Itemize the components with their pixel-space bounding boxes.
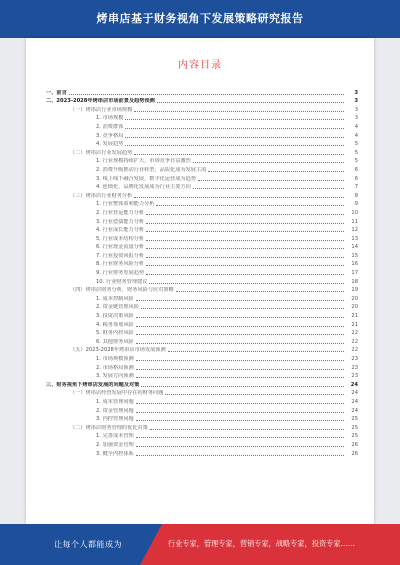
toc-entry[interactable] [46, 199, 358, 208]
toc-entry-text: 4. 发展趋势 [96, 141, 124, 148]
toc-leader-dots [149, 282, 344, 284]
toc-page-number: 20 [351, 304, 358, 311]
toc-entry[interactable] [46, 310, 358, 319]
toc-entry[interactable] [46, 164, 358, 173]
toc-entry[interactable] [46, 139, 358, 148]
toc-entry[interactable] [46, 96, 358, 105]
toc-entry[interactable] [46, 182, 358, 191]
toc-entry[interactable] [46, 276, 358, 285]
toc-leader-dots [136, 325, 344, 327]
toc-entry[interactable] [46, 439, 358, 448]
toc-entry-text: 2. 市场格局预测 [96, 364, 134, 371]
toc-page-number: 26 [351, 441, 358, 448]
toc-entry-text: 8. 行业财务风险分析 [96, 261, 145, 268]
toc-page-number: 22 [351, 347, 358, 354]
toc-entry-text: 2. 行业营运能力分析 [96, 209, 145, 216]
toc-entry-text: 1. 成本控制风险 [96, 295, 134, 302]
toc-page-number: 5 [354, 158, 358, 165]
toc-entry-text: 三、财务视角下烤串店发展的问题及对策 [46, 381, 140, 388]
toc-page-number: 24 [351, 398, 358, 405]
toc-entry-text: 7. 行业投资回报分析 [96, 252, 145, 259]
toc-page-number: 6 [354, 166, 358, 173]
toc-leader-dots [146, 247, 344, 249]
toc-entry-text: 6. 行业现金流量分析 [96, 244, 145, 251]
toc-leader-dots [150, 428, 344, 430]
toc-entry-text: 1. 行业规模持续扩大，市场竞争日益激烈 [96, 158, 191, 165]
toc-entry[interactable] [46, 285, 358, 294]
toc-entry[interactable] [46, 104, 358, 113]
toc-leader-dots [136, 359, 344, 361]
toc-leader-dots [136, 436, 344, 438]
toc-entry[interactable] [46, 422, 358, 431]
toc-entry[interactable] [46, 388, 358, 397]
toc-leader-dots [136, 342, 344, 344]
document-page [26, 38, 374, 524]
toc-leader-dots [136, 402, 344, 404]
toc-leader-dots [134, 153, 344, 155]
toc-entry[interactable] [46, 225, 358, 234]
toc-entry[interactable] [46, 121, 358, 130]
toc-entry-text: 3. 线上线下融合发展，数字化运营成为趋势 [96, 175, 196, 182]
toc-leader-dots [141, 307, 344, 309]
toc-page-number: 17 [351, 270, 358, 277]
toc-leader-dots [208, 170, 344, 172]
toc-entry[interactable] [46, 345, 358, 354]
footer-tagline: 行业专家，管理专家，营销专家，战略专家，投资专家…… [168, 539, 355, 548]
toc-entry-text: 3. 健全内控体系 [96, 450, 134, 457]
toc-leader-dots [141, 385, 344, 387]
toc-leader-dots [134, 196, 344, 198]
toc-entry-text: （二）烤串店财务管理的优化对策 [70, 424, 148, 431]
toc-entry-text: 1. 成本管理问题 [96, 398, 134, 405]
toc-entry[interactable] [46, 259, 358, 268]
toc-page-number: 24 [351, 390, 358, 397]
toc-leader-dots [168, 350, 344, 352]
toc-entry-text: 3. 行业偿债能力分析 [96, 218, 145, 225]
toc-leader-dots [136, 445, 344, 447]
toc-entry-text: 2. 消费群体 [96, 123, 124, 130]
toc-entry-text: 3. 内控管理问题 [96, 416, 134, 423]
toc-page-number: 25 [351, 433, 358, 440]
toc-entry-text: 1. 完善成本管理 [96, 433, 134, 440]
toc-entry-text: （二）烤串店行业发展趋势 [70, 149, 133, 156]
toc-leader-dots [125, 118, 344, 120]
toc-entry-text: 2. 资金管理问题 [96, 407, 134, 414]
toc-entry-text: （三）烤串店行业财务分析 [70, 192, 133, 199]
toc-leader-dots [136, 333, 344, 335]
toc-page-number: 21 [351, 321, 358, 328]
toc-page-number: 14 [351, 244, 358, 251]
toc-entry[interactable] [46, 396, 358, 405]
toc-page-number: 24 [351, 407, 358, 414]
toc-page-number: 4 [354, 132, 358, 139]
toc-leader-dots [198, 179, 344, 181]
toc-entry[interactable] [46, 414, 358, 423]
toc-entry-text: 3. 投资决策风险 [96, 313, 134, 320]
header-banner [0, 0, 400, 38]
toc-page-number: 22 [351, 338, 358, 345]
toc-page-number: 5 [354, 149, 358, 156]
toc-entry[interactable] [46, 207, 358, 216]
toc-entry[interactable] [46, 130, 358, 139]
toc-page-number: 23 [351, 356, 358, 362]
toc-entry-text: 1. 市场规模预测 [96, 356, 134, 362]
toc-page-number: 25 [351, 416, 358, 423]
toc-entry[interactable] [46, 147, 358, 156]
toc-page-number: 5 [354, 141, 358, 148]
toc-leader-dots [125, 127, 344, 129]
toc-page-number: 18 [351, 278, 358, 285]
footer-banner [0, 524, 400, 565]
toc-entry[interactable] [46, 156, 358, 165]
toc-leader-dots [165, 393, 344, 395]
toc-entry[interactable] [46, 431, 358, 440]
toc-page-number: 3 [354, 115, 358, 122]
toc-leader-dots [136, 454, 344, 456]
toc-entry-text: 4. 行业成长能力分析 [96, 227, 145, 234]
toc-entry-text: 2. 资金链管理风险 [96, 304, 139, 311]
toc-entry[interactable] [46, 448, 358, 457]
toc-entry-text: 2. 消费升级推动行业转型，品质化成为发展主流 [96, 166, 207, 173]
toc-entry[interactable] [46, 353, 358, 362]
toc-entry-text: 6. 其他财务风险 [96, 338, 134, 345]
toc-entry-text: 2. 加强资金管理 [96, 441, 134, 448]
report-title: 烤串店基于财务视角下发展策略研究报告 [96, 12, 304, 25]
toc-leader-dots [146, 213, 344, 215]
toc-page-number: 21 [351, 313, 358, 320]
toc-entry-text: 1. 行业整体盈利能力分析 [96, 201, 155, 208]
toc-entry[interactable] [46, 379, 358, 388]
toc-page-number: 9 [354, 201, 358, 208]
toc-page-number: 12 [351, 227, 358, 234]
toc-entry-text: （五）2023-2028年烤串店市场发展预测 [70, 347, 166, 354]
toc-page-number: 20 [351, 295, 358, 302]
toc-leader-dots [136, 376, 344, 378]
toc-entry[interactable] [46, 371, 358, 380]
toc-entry[interactable] [46, 319, 358, 328]
toc-entry[interactable] [46, 302, 358, 311]
toc-page-number: 16 [351, 261, 358, 268]
toc-entry[interactable] [46, 242, 358, 251]
toc-entry-text: 二、2023-2028年烤串店市场前景及趋势预测 [46, 98, 155, 105]
toc-leader-dots [146, 239, 344, 241]
toc-entry[interactable] [46, 87, 358, 96]
toc-page-number: 11 [351, 218, 358, 225]
toc-entry[interactable] [46, 328, 358, 337]
toc-page-number: 3 [354, 89, 358, 96]
toc-entry-text: 3. 发展方向预测 [96, 373, 134, 380]
toc-leader-dots [136, 411, 344, 413]
toc-leader-dots [193, 187, 344, 189]
toc-leader-dots [146, 256, 344, 258]
toc-leader-dots [125, 144, 344, 146]
toc-page-number: 6 [354, 175, 358, 182]
toc-entry[interactable] [46, 362, 358, 371]
toc-entry[interactable] [46, 233, 358, 242]
toc-heading: 内容目录 [178, 60, 222, 71]
toc-entry-text: （四）烤串店财务分析，财务风险与应对策略 [70, 287, 174, 294]
toc-entry-text: 一、前言 [46, 89, 67, 96]
toc-leader-dots [156, 204, 344, 206]
toc-leader-dots [193, 161, 344, 163]
toc-page-number: 24 [350, 381, 358, 388]
toc-entry-text: （一）烤串店经营发展中存在的财务问题 [70, 390, 164, 397]
toc-page-number: 23 [351, 373, 358, 380]
toc-leader-dots [136, 299, 344, 301]
toc-leader-dots [146, 230, 344, 232]
toc-entry[interactable] [46, 190, 358, 199]
toc-leader-dots [146, 273, 344, 275]
toc-page-number: 19 [351, 287, 358, 294]
toc-entry-text: 5. 财务内控风险 [96, 330, 134, 337]
toc-page-number: 3 [354, 106, 358, 113]
toc-entry-text: 10. 行业财务管理建议 [96, 278, 148, 285]
toc-page-number: 22 [351, 330, 358, 337]
toc-page-number: 23 [351, 364, 358, 371]
toc-page-number: 15 [351, 252, 358, 259]
toc-leader-dots [125, 136, 344, 138]
toc-entry[interactable] [46, 250, 358, 259]
toc-entry-text: （一）烤串店行业市场规模 [70, 106, 133, 113]
toc-page-number: 7 [354, 184, 358, 191]
toc-entry[interactable] [46, 113, 358, 122]
toc-entry[interactable] [46, 267, 358, 276]
toc-entry-text: 5. 行业成本结构分析 [96, 235, 145, 242]
toc-entry-text: 4. 税务筹划风险 [96, 321, 134, 328]
table-of-contents [46, 87, 358, 457]
footer-slogan: 让每个人都能成为 [54, 540, 122, 549]
toc-entry-text: 1. 市场规模 [96, 115, 124, 122]
toc-entry-text: 3. 竞争格局 [96, 132, 124, 139]
toc-page-number: 25 [351, 424, 358, 431]
toc-page-number: 8 [354, 192, 358, 199]
toc-leader-dots [157, 101, 344, 103]
toc-page-number: 13 [351, 235, 358, 242]
toc-leader-dots [146, 222, 344, 224]
toc-leader-dots [176, 290, 344, 292]
toc-entry-text: 4. 连锁化、品牌化发展成为行业主要方向 [96, 184, 191, 191]
toc-leader-dots [146, 264, 344, 266]
toc-page-number: 4 [354, 123, 358, 130]
toc-leader-dots [136, 419, 344, 421]
toc-leader-dots [69, 93, 344, 95]
toc-leader-dots [136, 368, 344, 370]
toc-page-number: 26 [351, 450, 358, 457]
toc-entry-text: 9. 行业财务发展趋势 [96, 270, 145, 277]
toc-entry[interactable] [46, 336, 358, 345]
toc-entry[interactable] [46, 173, 358, 182]
toc-entry[interactable] [46, 293, 358, 302]
toc-entry[interactable] [46, 216, 358, 225]
toc-page-number: 3 [354, 98, 358, 105]
toc-entry[interactable] [46, 405, 358, 414]
toc-leader-dots [136, 316, 344, 318]
toc-page-number: 10 [351, 209, 358, 216]
toc-leader-dots [134, 110, 344, 112]
